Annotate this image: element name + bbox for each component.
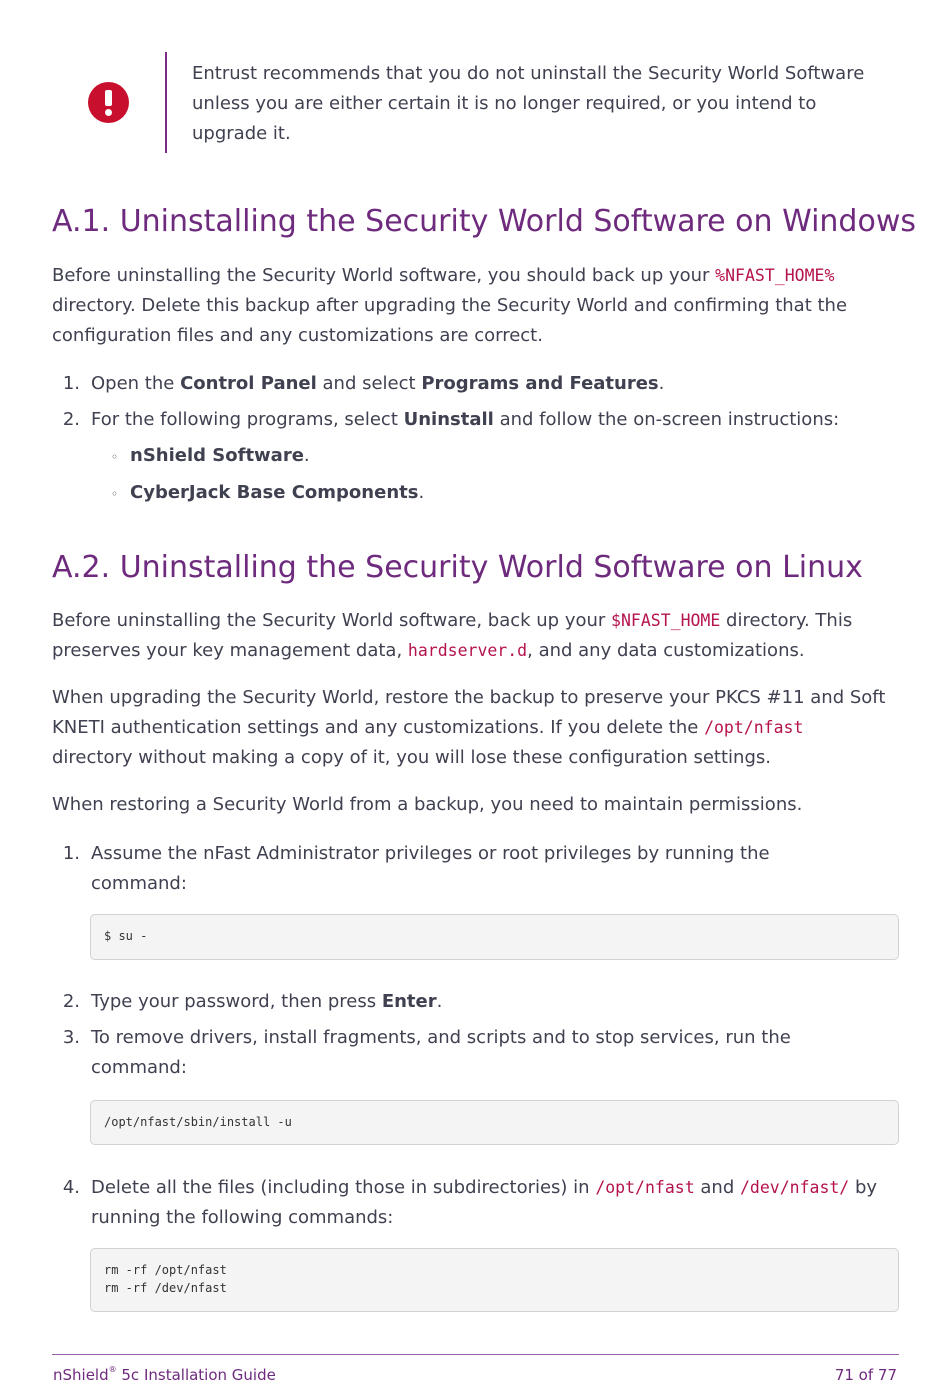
code-block-su: $ su - <box>90 914 899 960</box>
linux-intro: Before uninstalling the Security World software, back up your $NFAST_HOME directory. This preserves your key management data, hardserver.d, and any data customizations. <box>52 610 853 661</box>
footer-title: nShield® 5c Installation Guide <box>53 1365 276 1382</box>
program-item-cyberjack: CyberJack Base Components. <box>130 482 425 503</box>
hardserver-code: hardserver.d <box>407 641 528 660</box>
program-item-nshield: nShield Software. <box>130 445 310 466</box>
step-number: 3. <box>62 1027 80 1048</box>
linux-upgrade-paragraph: When upgrading the Security World, restore the backup to preserve your PKCS #11 and Soft KNETI authentication settings and any customizations. If you delete the /opt/nfast directory without making a copy of it, you will lose these configuration settings. <box>52 687 886 768</box>
windows-step-1: Open the Control Panel and select Programs and Features. <box>91 373 665 394</box>
linux-step-4: Delete all the files (including those in subdirectories) in /opt/nfast and /dev/nfast/ by running the following commands: <box>91 1177 878 1228</box>
step-number: 1. <box>62 843 80 864</box>
code-block-install: /opt/nfast/sbin/install -u <box>90 1100 899 1145</box>
opt-nfast-code: /opt/nfast <box>595 1178 695 1197</box>
nfast-home-code: %NFAST_HOME% <box>715 266 835 285</box>
footer-divider <box>52 1354 899 1355</box>
step-number: 1. <box>62 373 80 394</box>
bullet-icon: ◦ <box>111 487 119 501</box>
windows-step-2: For the following programs, select Uninstall and follow the on-screen instructions: <box>91 409 840 430</box>
windows-intro: Before uninstalling the Security World software, you should back up your %NFAST_HOME% directory. Delete this backup after upgrading the Security World and confirming that the configuration files and any customizations are correct. <box>52 265 848 346</box>
admonition-text: Entrust recommends that you do not uninstall the Security World Software unless you are either certain it is no longer required, or you intend to upgrade it. <box>192 63 865 144</box>
linux-step-1: Assume the nFast Administrator privileges or root privileges by running the command: <box>91 843 770 894</box>
linux-step-3: To remove drivers, install fragments, and scripts and to stop services, run the command: <box>91 1027 791 1078</box>
linux-step-2: Type your password, then press Enter. <box>91 991 443 1012</box>
linux-permissions-paragraph: When restoring a Security World from a backup, you need to maintain permissions. <box>52 794 803 815</box>
admonition-divider <box>165 52 167 153</box>
section-heading-linux: A.2. Uninstalling the Security World Software on Linux <box>52 550 863 585</box>
code-block-remove: rm -rf /opt/nfast rm -rf /dev/nfast <box>90 1248 899 1312</box>
step-number: 2. <box>62 409 80 430</box>
opt-nfast-code: /opt/nfast <box>704 718 804 737</box>
nfast-home-code: $NFAST_HOME <box>611 611 721 630</box>
dev-nfast-code: /dev/nfast/ <box>739 1178 850 1197</box>
exclamation-icon <box>88 82 129 123</box>
page-number: 71 of 77 <box>834 1366 897 1382</box>
section-heading-windows: A.1. Uninstalling the Security World Software on Windows <box>52 204 916 239</box>
step-number: 4. <box>62 1177 80 1198</box>
bullet-icon: ◦ <box>111 450 119 464</box>
step-number: 2. <box>62 991 80 1012</box>
